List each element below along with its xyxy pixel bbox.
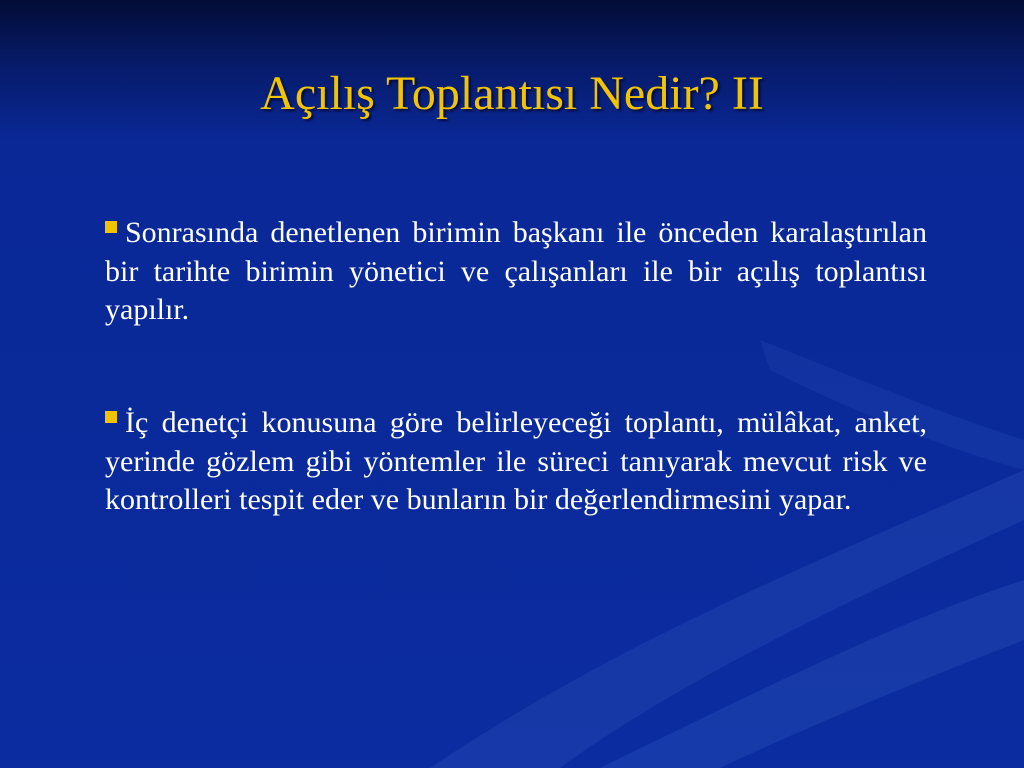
bullet-item-2 bbox=[105, 404, 927, 520]
bullet-text-2: İç denetçi konusuna göre belirleyeceği toplantı, mülâkat, anket, yerinde gözlem gibi yöntemler ile süreci tanıyarak mevcut risk ve kontrolleri tespit eder ve bunların bir değerlendirmesini yapar. bbox=[105, 406, 927, 516]
bullet-text-1: Sonrasında denetlenen birimin başkanı ile önceden karalaştırılan bir tarihte birimin yönetici ve çalışanları ile bir açılış toplantısı yapılır. bbox=[105, 216, 927, 326]
slide-title: Açılış Toplantısı Nedir? II bbox=[260, 67, 764, 120]
bullet-item-1 bbox=[105, 214, 927, 330]
square-bullet-icon bbox=[105, 221, 117, 233]
square-bullet-icon bbox=[105, 411, 117, 423]
